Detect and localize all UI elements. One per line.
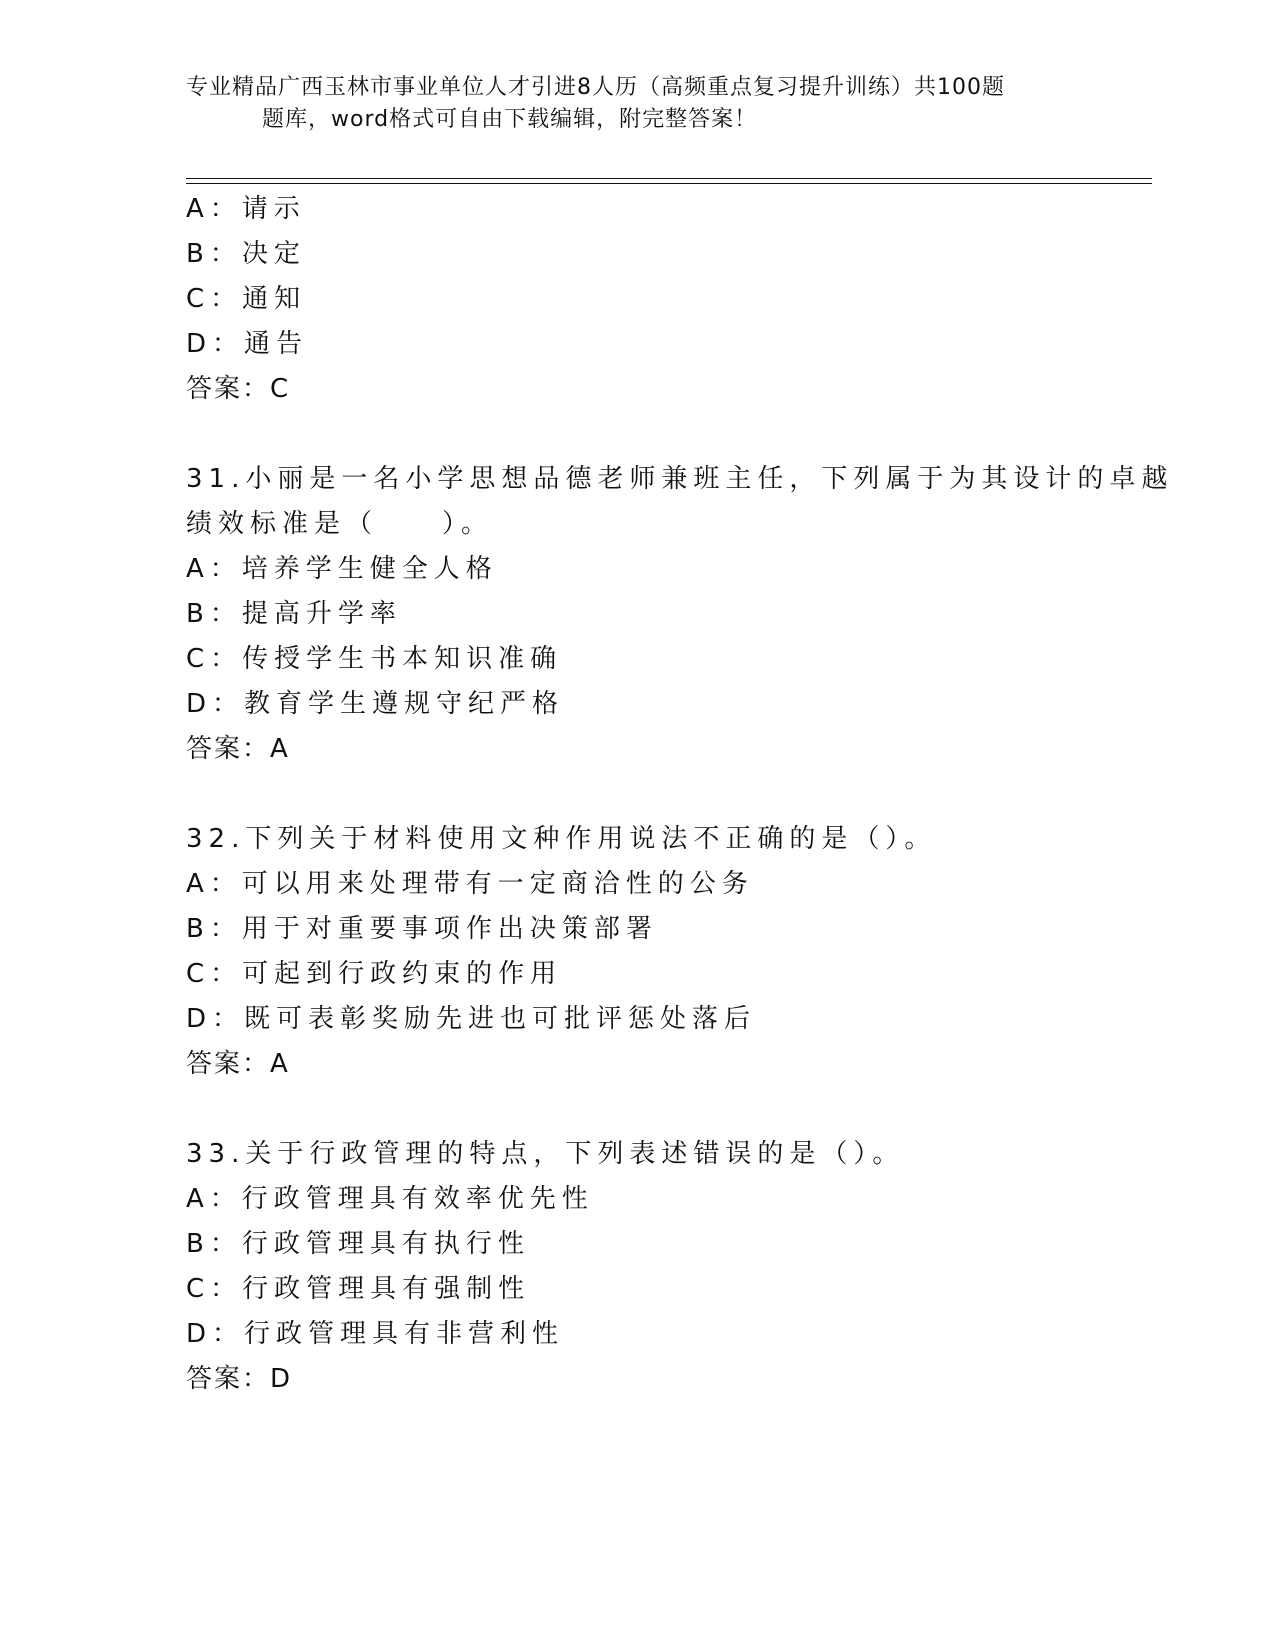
q31-option-d: D：教育学生遵规守纪严格 — [186, 689, 565, 719]
q33-option-d: D：行政管理具有非营利性 — [186, 1319, 565, 1349]
q31-option-b: B：提高升学率 — [186, 599, 402, 629]
q32-option-b: B：用于对重要事项作出决策部署 — [186, 914, 658, 944]
q30-option-b: B：决定 — [186, 239, 306, 269]
q32-option-d: D：既可表彰奖励先进也可批评惩处落后 — [186, 1004, 757, 1034]
q31-stem-line-2: 绩效标准是（ ）。 — [186, 509, 494, 539]
header-title-line-2: 题库，word格式可自由下载编辑，附完整答案！ — [262, 107, 758, 132]
q32-option-c: C：可起到行政约束的作用 — [186, 959, 563, 989]
q33-answer: 答案：D — [186, 1364, 293, 1394]
q33-option-b: B：行政管理具有执行性 — [186, 1229, 530, 1259]
q30-answer: 答案：C — [186, 374, 291, 404]
q30-option-a: A：请示 — [186, 194, 306, 224]
q31-option-a: A：培养学生健全人格 — [186, 554, 498, 584]
q32-option-a: A：可以用来处理带有一定商洽性的公务 — [186, 869, 754, 899]
q30-option-c: C：通知 — [186, 284, 307, 314]
q31-answer: 答案：A — [186, 734, 290, 764]
q33-option-a: A：行政管理具有效率优先性 — [186, 1184, 594, 1214]
document-header — [186, 72, 1086, 136]
header-divider-bottom — [186, 183, 1152, 184]
q31-option-c: C：传授学生书本知识准确 — [186, 644, 563, 674]
q32-stem-line-1: 32.下列关于材料使用文种作用说法不正确的是（）。 — [186, 824, 937, 854]
header-divider-top — [186, 178, 1152, 179]
q31-stem-line-1: 31.小丽是一名小学思想品德老师兼班主任，下列属于为其设计的卓越 — [186, 464, 1174, 494]
q33-option-c: C：行政管理具有强制性 — [186, 1274, 531, 1304]
q30-option-d: D：通告 — [186, 329, 309, 359]
q32-answer: 答案：A — [186, 1049, 290, 1079]
header-title-line-1: 专业精品广西玉林市事业单位人才引进8人历（高频重点复习提升训练）共100题 — [186, 75, 1005, 100]
q33-stem-line-1: 33.关于行政管理的特点，下列表述错误的是（）。 — [186, 1139, 905, 1169]
